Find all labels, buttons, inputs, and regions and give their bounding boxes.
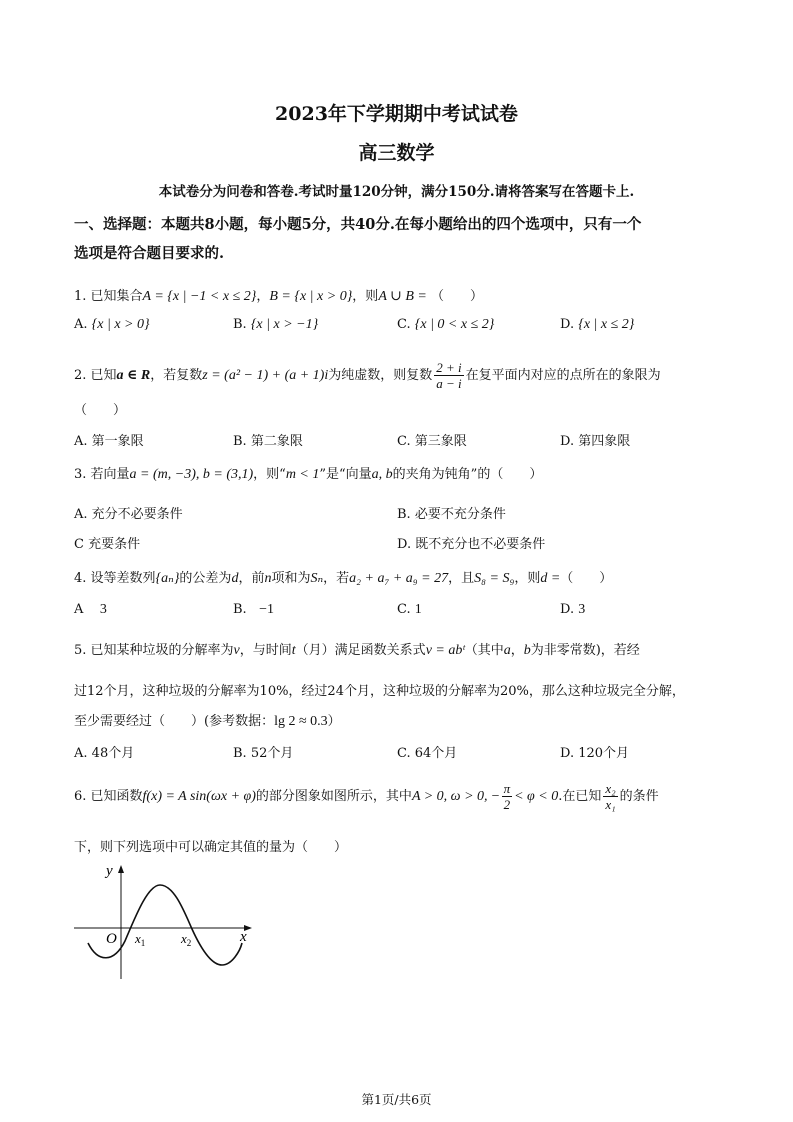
q5-option-d[interactable] [560,742,629,761]
option-text: 既不充分也不必要条件 [415,537,546,552]
q5-t: t [291,643,296,658]
option-text: 3 [99,602,107,617]
q2-option-b[interactable] [233,430,303,449]
q6-p3: .在已知 [558,789,602,804]
q5-p3: （月）满足函数关系式 [295,643,426,658]
option-text: 第二象限 [250,434,303,449]
q4-option-b[interactable] [233,602,274,618]
q6-frac-den: 2 [503,797,511,812]
option-text: {x | x > 0} [91,317,150,332]
q6-cond1: A > 0, ω > 0, [411,789,488,804]
q2-mid1: ，若复数 [150,368,203,383]
q5-line3a: 至少需要经过（ ）(参考数据： [74,714,275,729]
q6-p1: 6. 已知函数 [74,789,143,804]
q4-option-a[interactable] [74,602,107,618]
q1-set-a: A = {x | −1 < x ≤ 2} [142,289,257,304]
question-6-stem-1: 6. 已知函数f(x) = A sin(ωx + φ)的部分图象如图所示，其中A > 0, ω > 0, − $\frac{\pi}{2}$ < φ < 0.在已知 $\frac{\text{x₂}}{\text{x₁}}$ 的条件 [74,781,659,812]
option-text: −1 [259,602,274,617]
q2-fraction [434,360,463,391]
option-text: 52个月 [250,746,294,761]
option-label: A. [74,317,88,332]
option-label: D. [560,434,575,449]
q4-eq3: d = [540,571,561,586]
q4-option-d[interactable] [560,602,585,618]
q3-vectors-2: a, b [371,467,393,482]
option-text: 3 [578,602,586,617]
q4-sn: Sₙ [310,571,324,586]
q5-p2: ，与时间 [239,643,292,658]
q2-mid2: 为纯虚数，则复数 [328,368,433,383]
option-label: A. [74,746,88,761]
q5-p6: 为非零常数)，若经 [530,643,640,658]
q6-p2: 的部分图象如图所示，其中 [255,789,412,804]
q5-option-c[interactable] [397,742,457,761]
option-label: D. [560,317,575,332]
option-label: D. [397,537,412,552]
question-6-stem-2: 下，则下列选项中可以确定其值的量为（ ） [74,840,348,855]
q2-option-d[interactable] [560,430,630,449]
x2-sub: 2 [186,938,192,948]
exam-notice: 本试卷分为问卷和答卷.考试时量120分钟，满分150分.请将答案写在答题卡上. [158,184,635,200]
q5-a: a [503,643,511,658]
option-text: 充要条件 [88,537,141,552]
option-label: C. [397,602,411,617]
option-text: 48个月 [91,746,135,761]
q1-option-d[interactable] [560,317,634,333]
option-text: 120个月 [578,746,630,761]
question-5-stem-3 [74,710,341,730]
q1-mid: ，则 [352,289,379,304]
q5-ref: lg 2 ≈ 0.3 [274,714,328,729]
q3-mid1: ，则“ [253,467,286,482]
option-label: B. [233,746,247,761]
q4-mid1: 的公差为 [179,571,232,586]
q6-func: f(x) = A sin(ωx + φ) [142,789,256,804]
q4-prefix: 4. 设等差数列 [74,571,156,586]
option-text: 1 [414,602,422,617]
q3-cond: m < 1 [285,467,320,482]
q3-option-d[interactable] [397,533,545,552]
q5-v: v [233,643,240,658]
q5-p4: （其中 [464,643,504,658]
option-text: {x | x > −1} [250,317,319,332]
question-5-stem-2: 过12个月，这种垃圾的分解率为10%，经过24个月，这种垃圾的分解率为20%，那么这种垃圾完全分解， [74,684,685,699]
q4-mid3: 项和为 [271,571,311,586]
section-line-2: 选项是符合题目要求的. [74,245,225,262]
q3-prefix: 3. 若向量 [74,467,130,482]
q2-frac-num: 2 + i [436,360,462,375]
q1-option-c[interactable] [397,317,494,333]
q1-expr: A ∪ B = [378,289,427,304]
x2-base: x [181,931,187,946]
option-label: D. [560,746,575,761]
q3-option-c[interactable] [74,533,140,552]
option-label: C [74,537,84,552]
x1-sub: 1 [140,938,146,948]
q4-mid6: ，则 [514,571,541,586]
q4-n: n [264,571,272,586]
q2-expr: z = (a² − 1) + (a + 1)i [202,368,329,383]
q4-mid5: ，且 [448,571,475,586]
option-text: 第三象限 [414,434,467,449]
option-label: B. [233,317,247,332]
q3-option-a[interactable] [74,503,183,522]
q1-paren: （ ） [430,289,483,304]
q1-prefix: 1. 已知集合 [74,289,143,304]
question-4-stem [74,567,612,587]
option-text: 第四象限 [578,434,631,449]
exam-title: 2023年下学期期中考试试卷 [275,103,518,125]
q2-prefix: 2. 已知 [74,368,117,383]
q4-mid2: ，前 [238,571,265,586]
q2-suffix: 在复平面内对应的点所在的象限为 [465,368,661,383]
question-5-stem-1 [74,639,640,659]
option-label: B. [233,602,247,617]
option-text: 必要不充分条件 [414,507,506,522]
q1-option-b[interactable] [233,317,318,333]
q4-option-c[interactable] [397,602,422,618]
question-2-stem [74,360,661,391]
sine-graph [70,855,260,985]
option-text: {x | x ≤ 2} [578,317,635,332]
q2-cond: a ∈ R [116,368,151,383]
q6-cond2: < φ < 0 [514,789,559,804]
option-label: B. [397,507,411,522]
q6-frac-num: π [503,781,511,796]
question-3-stem [74,463,542,483]
option-text: 充分不必要条件 [91,507,183,522]
option-text: 第一象限 [91,434,144,449]
q3-vectors: a = (m, −3), b = (3,1) [129,467,254,482]
q6-fraction-x [603,781,617,812]
q6-p4: 的条件 [619,789,659,804]
q5-p5: ， [510,643,524,658]
q3-suffix: 的夹角为钝角”的（ ） [392,467,543,482]
x1-base: x [135,931,141,946]
q5-p1: 5. 已知某种垃圾的分解率为 [74,643,234,658]
sine-curve [88,885,242,965]
q3-mid2: ”是“向量 [319,467,372,482]
q5-line3b: ） [327,714,341,729]
q6-frac2-den: x₁ [605,797,616,812]
option-label: C. [397,746,411,761]
q6-frac2-num: x₂ [605,781,616,796]
q5-option-b[interactable] [233,742,293,761]
page-footer: 第1页/共6页 [361,1092,432,1107]
q5-b: b [523,643,531,658]
section-line-1: 一、选择题：本题共8小题，每小题5分，共40分.在每小题给出的四个选项中，只有一个 [74,216,642,233]
q5-option-a[interactable] [74,742,134,761]
graph-x-label: x [240,929,247,945]
graph-origin-label: O [106,931,117,947]
option-label: A. [74,434,88,449]
graph-x1-label [134,931,145,948]
option-text: 64个月 [414,746,458,761]
option-label: A. [74,507,88,522]
q1-comma: ， [256,289,270,304]
q4-seq: {aₙ} [155,571,180,586]
q4-d: d [231,571,239,586]
q4-eq1: a₂ + a₇ + a₉ = 27 [349,571,449,586]
q2-frac-den: a − i [436,376,462,391]
graph-x2-label [180,931,191,948]
q1-set-b: B = {x | x > 0} [269,289,353,304]
q4-paren: （ ） [560,571,613,586]
option-label: C. [397,434,411,449]
q5-func: v = abᵗ [425,643,465,658]
q2-option-c[interactable] [397,430,467,449]
section-heading [74,210,724,268]
q1-option-a[interactable] [74,317,150,333]
y-axis-arrow-icon [118,865,124,873]
q2-paren: （ ） [74,403,127,418]
q4-mid4: ，若 [323,571,350,586]
q2-option-a[interactable] [74,430,144,449]
graph-y-label: y [106,863,113,879]
q3-option-b[interactable] [397,503,506,522]
q4-eq2: S₈ = S₉ [474,571,515,586]
question-1-stem [74,285,483,305]
option-label: A [74,602,84,617]
option-label: D. [560,602,575,617]
option-label: C. [397,317,411,332]
q6-fraction-pi [502,781,513,812]
option-label: B. [233,434,247,449]
exam-subtitle: 高三数学 [358,142,435,164]
option-text: {x | 0 < x ≤ 2} [414,317,495,332]
